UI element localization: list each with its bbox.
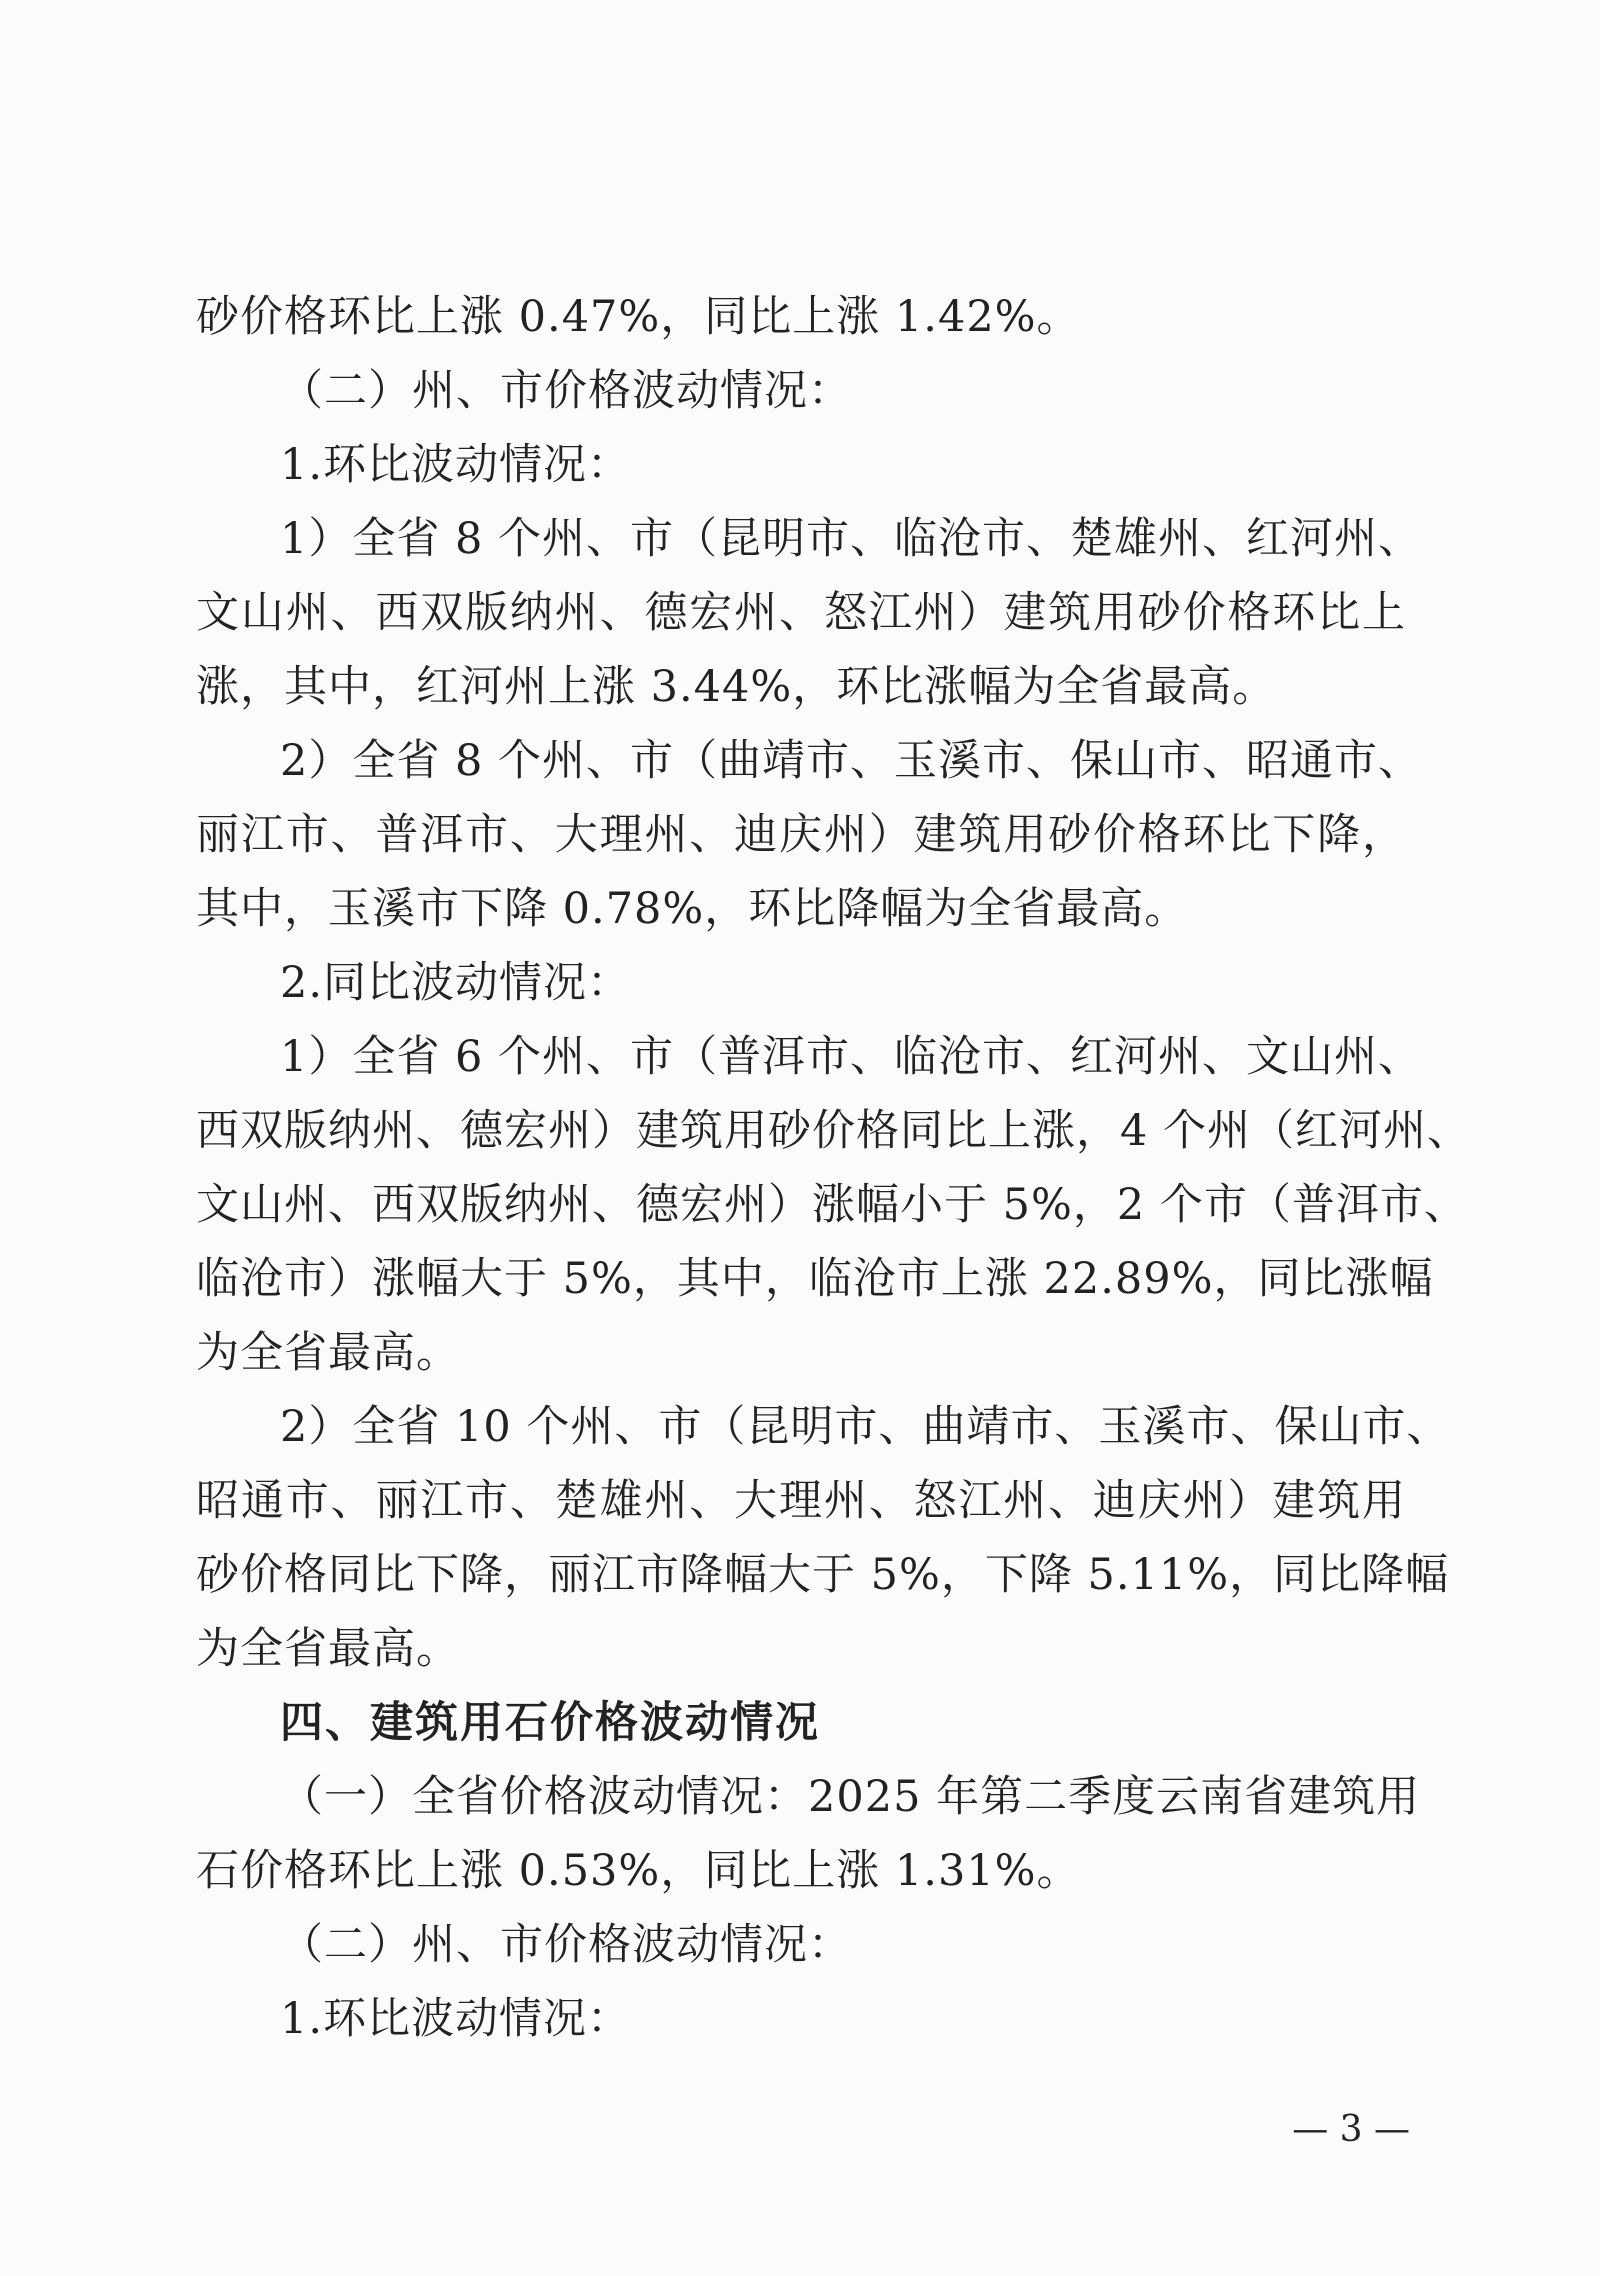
body-line: 砂价格同比下降，丽江市降幅大于 5%，下降 5.11%，同比降幅	[196, 1550, 1450, 1600]
body-line: 其中，玉溪市下降 0.78%，环比降幅为全省最高。	[196, 884, 1189, 934]
item-heading: 1.环比波动情况：	[280, 1994, 632, 2044]
item-heading: 1.环比波动情况：	[280, 440, 632, 490]
body-line: 为全省最高。	[196, 1624, 460, 1674]
body-line: 涨，其中，红河州上涨 3.44%，环比涨幅为全省最高。	[196, 662, 1277, 712]
subsection-heading: （二）州、市价格波动情况：	[280, 1920, 852, 1970]
body-line: 丽江市、普洱市、大理州、迪庆州）建筑用砂价格环比下降，	[196, 810, 1406, 860]
body-line: 临沧市）涨幅大于 5%，其中，临沧市上涨 22.89%，同比涨幅	[196, 1254, 1434, 1304]
body-line: 文山州、西双版纳州、德宏州、怒江州）建筑用砂价格环比上	[196, 588, 1406, 638]
body-line: （一）全省价格波动情况：2025 年第二季度云南省建筑用	[280, 1772, 1421, 1822]
body-line: 文山州、西双版纳州、德宏州）涨幅小于 5%，2 个市（普洱市、	[196, 1180, 1468, 1230]
subsection-heading: （二）州、市价格波动情况：	[280, 366, 852, 416]
body-line: 西双版纳州、德宏州）建筑用砂价格同比上涨，4 个州（红河州、	[196, 1106, 1472, 1156]
body-line: 2）全省 8 个州、市（曲靖市、玉溪市、保山市、昭通市、	[280, 736, 1423, 786]
item-heading: 2.同比波动情况：	[280, 958, 632, 1008]
body-line: 砂价格环比上涨 0.47%，同比上涨 1.42%。	[196, 292, 1081, 342]
section-heading: 四、建筑用石价格波动情况	[280, 1698, 820, 1748]
body-line: 昭通市、丽江市、楚雄州、大理州、怒江州、迪庆州）建筑用	[196, 1476, 1406, 1526]
body-line: 1）全省 6 个州、市（普洱市、临沧市、红河州、文山州、	[280, 1032, 1423, 1082]
body-line: 石价格环比上涨 0.53%，同比上涨 1.31%。	[196, 1846, 1081, 1896]
body-line: 2）全省 10 个州、市（昆明市、曲靖市、玉溪市、保山市、	[280, 1402, 1451, 1452]
page-number: — 3 —	[1292, 2109, 1410, 2150]
body-line: 为全省最高。	[196, 1328, 460, 1378]
body-line: 1）全省 8 个州、市（昆明市、临沧市、楚雄州、红河州、	[280, 514, 1423, 564]
